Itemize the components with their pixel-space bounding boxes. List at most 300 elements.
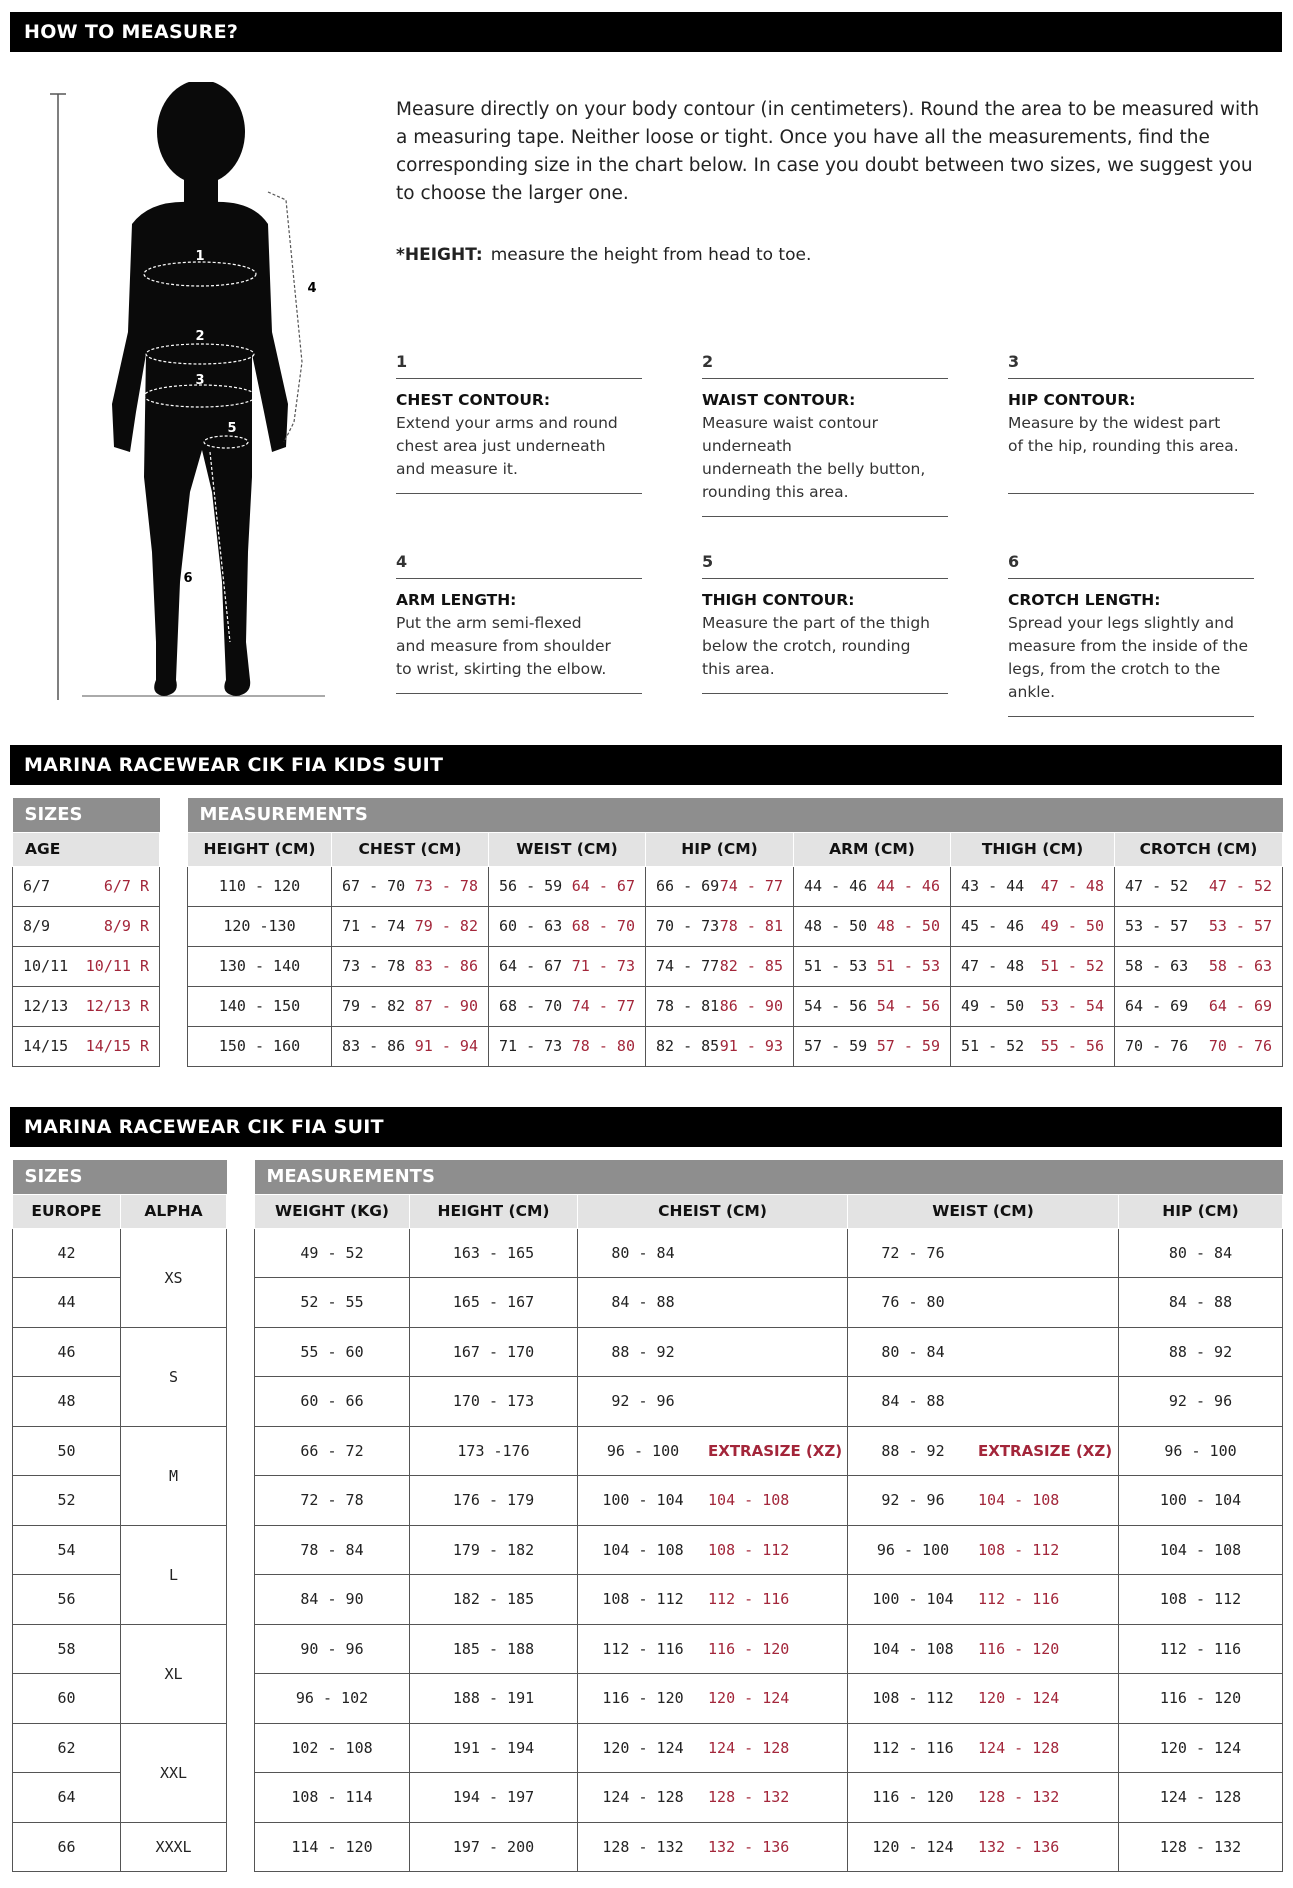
kids-size-table — [12, 798, 1283, 1067]
age-value: 14/15 — [23, 1037, 69, 1055]
thigh-r-value: 51 - 52 — [1040, 957, 1104, 975]
alpha-cell — [121, 1426, 227, 1525]
arm-r-value: 54 - 56 — [876, 997, 940, 1015]
measure-number: 5 — [702, 550, 948, 579]
weist-r-value: 108 - 112 — [978, 1540, 1060, 1559]
spacer-cell — [227, 1228, 255, 1278]
arm-cell — [794, 946, 951, 986]
europe-cell — [13, 1525, 121, 1575]
intro-paragraph: Measure directly on your body contour (in centimeters). Round the area to be measured with a measuring tape. Neither loose or tight. Once you have all the measurements, find the corresponding size in the chart below. In case you doubt between two sizes, we suggest you to choose the larger one. — [396, 99, 1260, 204]
hip-value: 100 - 104 — [1159, 1491, 1242, 1510]
weist-cell — [489, 866, 646, 906]
hip-cell — [646, 1026, 794, 1066]
hip-value: 92 - 96 — [1168, 1392, 1233, 1411]
measure-title: CROTCH LENGTH: — [1008, 591, 1161, 609]
crotch-cell — [1115, 866, 1283, 906]
weist-r-value: 120 - 124 — [978, 1689, 1060, 1708]
spacer-cell — [227, 1773, 255, 1823]
arm-cell — [794, 986, 951, 1026]
arm-cell — [794, 906, 951, 946]
hip-value: 74 - 77 — [656, 957, 720, 975]
crotch-cell — [1115, 946, 1283, 986]
thigh-r-value: 49 - 50 — [1040, 917, 1104, 935]
col-chest: CHEST (CM) — [332, 832, 489, 866]
alpha-value: XXXL — [155, 1837, 192, 1856]
weist-r-value: 68 - 70 — [571, 917, 635, 935]
chest-cell — [578, 1278, 848, 1328]
col-thigh: THIGH (CM) — [951, 832, 1115, 866]
col-hip: HIP (CM) — [646, 832, 794, 866]
height-cell — [410, 1575, 578, 1625]
weight-value: 84 - 90 — [300, 1590, 364, 1609]
alpha-value: XXL — [159, 1763, 188, 1782]
weist-cell — [848, 1723, 1119, 1773]
chest-cell — [578, 1476, 848, 1526]
weist-cell — [848, 1822, 1119, 1872]
spacer-cell — [227, 1723, 255, 1773]
hip-value: 120 - 124 — [1159, 1738, 1242, 1757]
chest-cell — [578, 1377, 848, 1427]
hip-cell — [1119, 1278, 1283, 1328]
height-value: 170 - 173 — [452, 1392, 535, 1411]
height-cell — [410, 1377, 578, 1427]
hip-cell — [1119, 1773, 1283, 1823]
spacer-cell — [160, 986, 188, 1026]
age-r-value: 12/13 R — [85, 997, 149, 1015]
europe-cell — [13, 1822, 121, 1872]
europe-cell — [13, 1228, 121, 1278]
age-cell — [13, 906, 160, 946]
weight-value: 114 - 120 — [291, 1837, 373, 1856]
hip-r-value: 91 - 93 — [719, 1037, 783, 1055]
height-cell — [410, 1723, 578, 1773]
weight-value: 60 - 66 — [300, 1392, 364, 1411]
weist-value: 88 - 92 — [881, 1441, 945, 1460]
chest-r-value: 128 - 132 — [708, 1788, 790, 1807]
chest-r-value: 116 - 120 — [708, 1639, 790, 1658]
age-value: 6/7 — [23, 877, 51, 895]
chest-cell — [578, 1822, 848, 1872]
height-value: 173 -176 — [457, 1441, 530, 1460]
weight-cell — [255, 1377, 410, 1427]
europe-value: 42 — [57, 1243, 76, 1262]
weist-value: 68 - 70 — [499, 997, 563, 1015]
table-row — [13, 1228, 1283, 1278]
thigh-cell — [951, 946, 1115, 986]
spacer-cell — [160, 946, 188, 986]
weist-cell — [848, 1476, 1119, 1526]
weight-cell — [255, 1476, 410, 1526]
thigh-r-value: 55 - 56 — [1040, 1037, 1104, 1055]
weight-value: 96 - 102 — [295, 1689, 369, 1708]
col-weight: WEIGHT (KG) — [255, 1194, 410, 1228]
spacer-cell — [227, 1377, 255, 1427]
figure-label-2: 2 — [195, 329, 205, 344]
chest-cell — [578, 1426, 848, 1476]
height-value: 120 -130 — [223, 917, 296, 935]
divider — [396, 493, 642, 494]
alpha-value: XL — [164, 1664, 183, 1683]
weight-value: 72 - 78 — [300, 1491, 364, 1510]
spacer-cell — [227, 1278, 255, 1328]
measurements-header: MEASUREMENTS — [188, 798, 1283, 832]
measure-card-crotch — [1008, 550, 1254, 717]
weist-value: 84 - 88 — [881, 1392, 945, 1411]
height-value: 140 - 150 — [218, 997, 301, 1015]
weist-cell — [848, 1327, 1119, 1377]
weist-value: 72 - 76 — [881, 1243, 945, 1262]
height-cell — [410, 1525, 578, 1575]
hip-value: 112 - 116 — [1159, 1639, 1242, 1658]
hip-r-value: 86 - 90 — [719, 997, 783, 1015]
chest-cell — [578, 1228, 848, 1278]
crotch-r-value: 64 - 69 — [1208, 997, 1273, 1015]
hip-r-value: 74 - 77 — [719, 877, 783, 895]
chest-value: 80 - 84 — [611, 1243, 675, 1262]
height-value: 179 - 182 — [452, 1540, 535, 1559]
table-row — [13, 946, 1283, 986]
crotch-value: 53 - 57 — [1125, 917, 1189, 935]
spacer-cell — [160, 1026, 188, 1066]
weist-cell — [848, 1525, 1119, 1575]
arm-value: 54 - 56 — [804, 997, 868, 1015]
hip-value: 88 - 92 — [1168, 1342, 1233, 1361]
height-value: 150 - 160 — [218, 1037, 301, 1055]
height-label: *HEIGHT: — [396, 245, 483, 265]
weight-cell — [255, 1723, 410, 1773]
crotch-value: 64 - 69 — [1125, 997, 1189, 1015]
weight-cell — [255, 1525, 410, 1575]
height-cell — [410, 1327, 578, 1377]
hip-value: 116 - 120 — [1159, 1689, 1242, 1708]
alpha-cell — [121, 1822, 227, 1872]
weist-r-value: 74 - 77 — [571, 997, 635, 1015]
chest-value: 100 - 104 — [602, 1491, 684, 1510]
chest-cell — [332, 986, 489, 1026]
hip-cell — [1119, 1723, 1283, 1773]
weist-value: 116 - 120 — [872, 1788, 954, 1807]
measure-number: 3 — [1008, 350, 1254, 379]
height-cell — [410, 1228, 578, 1278]
age-r-value: 14/15 R — [85, 1037, 149, 1055]
europe-cell — [13, 1327, 121, 1377]
age-cell — [13, 946, 160, 986]
measure-title: THIGH CONTOUR: — [702, 591, 855, 609]
hip-cell — [646, 986, 794, 1026]
arm-r-value: 51 - 53 — [876, 957, 940, 975]
weist-r-value: 104 - 108 — [978, 1491, 1060, 1510]
age-value: 12/13 — [23, 997, 69, 1015]
europe-value: 52 — [57, 1491, 76, 1510]
height-cell — [188, 906, 332, 946]
height-value: 191 - 194 — [452, 1738, 535, 1757]
weist-value: 96 - 100 — [876, 1540, 950, 1559]
arm-r-value: 44 - 46 — [876, 877, 940, 895]
chest-r-value: 83 - 86 — [414, 957, 478, 975]
divider — [702, 516, 948, 517]
height-value: 176 - 179 — [452, 1491, 535, 1510]
weist-value: 112 - 116 — [872, 1738, 954, 1757]
crotch-cell — [1115, 906, 1283, 946]
europe-value: 64 — [57, 1788, 76, 1807]
table-row — [13, 1624, 1283, 1674]
chest-value: 104 - 108 — [602, 1540, 684, 1559]
weist-cell — [848, 1624, 1119, 1674]
chest-value: 79 - 82 — [342, 997, 406, 1015]
alpha-cell — [121, 1624, 227, 1723]
hip-cell — [1119, 1525, 1283, 1575]
sizes-header: SIZES — [13, 798, 160, 832]
height-cell — [410, 1822, 578, 1872]
chest-cell — [578, 1723, 848, 1773]
weist-r-value: 128 - 132 — [978, 1788, 1060, 1807]
age-value: 10/11 — [23, 957, 69, 975]
spacer-cell — [227, 1426, 255, 1476]
col-cheist: CHEIST (CM) — [578, 1194, 848, 1228]
hip-cell — [1119, 1624, 1283, 1674]
measure-desc: Extend your arms and round chest area just underneath and measure it. — [396, 414, 618, 478]
spacer-cell — [227, 1327, 255, 1377]
measure-desc: Measure waist contour underneath underneath the belly button, rounding this area. — [702, 414, 926, 501]
arm-value: 57 - 59 — [804, 1037, 868, 1055]
weight-cell — [255, 1327, 410, 1377]
chest-cell — [578, 1674, 848, 1724]
age-value: 8/9 — [23, 917, 51, 935]
chest-cell — [578, 1773, 848, 1823]
europe-cell — [13, 1723, 121, 1773]
divider — [396, 693, 642, 694]
chest-value: 112 - 116 — [602, 1639, 684, 1658]
adult-size-table — [12, 1160, 1283, 1872]
weist-cell — [489, 906, 646, 946]
weight-cell — [255, 1773, 410, 1823]
weist-value: 80 - 84 — [881, 1342, 945, 1361]
chest-value: 73 - 78 — [342, 957, 406, 975]
table-row — [13, 1327, 1283, 1377]
hip-value: 80 - 84 — [1168, 1243, 1233, 1262]
measure-desc: Measure the part of the thigh below the crotch, rounding this area. — [702, 614, 930, 678]
divider — [1008, 716, 1254, 717]
europe-cell — [13, 1278, 121, 1328]
weist-cell — [848, 1426, 1119, 1476]
thigh-cell — [951, 906, 1115, 946]
thigh-cell — [951, 1026, 1115, 1066]
hip-cell — [1119, 1377, 1283, 1427]
height-value: 197 - 200 — [452, 1837, 535, 1856]
height-cell — [188, 946, 332, 986]
chest-value: 84 - 88 — [611, 1293, 675, 1312]
hip-value: 128 - 132 — [1159, 1837, 1242, 1856]
europe-cell — [13, 1426, 121, 1476]
weist-value: 71 - 73 — [499, 1037, 563, 1055]
crotch-r-value: 58 - 63 — [1208, 957, 1273, 975]
chest-r-value: 104 - 108 — [708, 1491, 790, 1510]
weist-r-value: 64 - 67 — [571, 877, 635, 895]
height-cell — [188, 986, 332, 1026]
europe-value: 58 — [57, 1639, 76, 1658]
arm-cell — [794, 866, 951, 906]
height-cell — [410, 1278, 578, 1328]
height-cell — [410, 1674, 578, 1724]
weist-value: 100 - 104 — [872, 1590, 954, 1609]
arm-value: 48 - 50 — [804, 917, 868, 935]
europe-value: 56 — [57, 1590, 76, 1609]
table-row — [13, 1026, 1283, 1066]
weist-value: 104 - 108 — [872, 1639, 954, 1658]
hip-value: 108 - 112 — [1159, 1590, 1242, 1609]
col-weist: WEIST (CM) — [848, 1194, 1119, 1228]
hip-cell — [1119, 1228, 1283, 1278]
chest-value: 92 - 96 — [611, 1392, 675, 1411]
hip-r-value: 78 - 81 — [719, 917, 783, 935]
weight-value: 90 - 96 — [300, 1639, 364, 1658]
hip-cell — [1119, 1575, 1283, 1625]
weist-r-value: 112 - 116 — [978, 1590, 1060, 1609]
weist-cell — [848, 1377, 1119, 1427]
spacer-cell — [227, 1624, 255, 1674]
arm-r-value: 57 - 59 — [876, 1037, 940, 1055]
spacer-cell — [227, 1822, 255, 1872]
measure-number: 1 — [396, 350, 642, 379]
col-crotch: CROTCH (CM) — [1115, 832, 1283, 866]
chest-r-value: 112 - 116 — [708, 1590, 790, 1609]
measure-card-thigh — [702, 550, 948, 694]
table-row — [13, 1822, 1283, 1872]
arm-r-value: 48 - 50 — [876, 917, 940, 935]
measure-desc: Put the arm semi-flexed and measure from shoulder to wrist, skirting the elbow. — [396, 614, 611, 678]
europe-value: 60 — [57, 1689, 76, 1708]
weist-value: 56 - 59 — [499, 877, 563, 895]
chest-r-value: 91 - 94 — [414, 1037, 478, 1055]
crotch-r-value: 70 - 76 — [1208, 1037, 1273, 1055]
thigh-value: 45 - 46 — [961, 917, 1025, 935]
height-value: 188 - 191 — [452, 1689, 535, 1708]
europe-value: 66 — [57, 1837, 76, 1856]
europe-cell — [13, 1674, 121, 1724]
thigh-cell — [951, 986, 1115, 1026]
thigh-value: 47 - 48 — [961, 957, 1025, 975]
chest-r-value: 108 - 112 — [708, 1540, 790, 1559]
chest-value: 116 - 120 — [602, 1689, 684, 1708]
chest-r-value: 132 - 136 — [708, 1837, 790, 1856]
chest-value: 83 - 86 — [342, 1037, 406, 1055]
chest-value: 128 - 132 — [602, 1837, 684, 1856]
height-cell — [188, 866, 332, 906]
thigh-value: 43 - 44 — [961, 877, 1025, 895]
weight-cell — [255, 1278, 410, 1328]
kids-suit-title: MARINA RACEWEAR CIK FIA KIDS SUIT — [10, 745, 1282, 785]
divider — [1008, 493, 1254, 494]
alpha-value: S — [168, 1367, 179, 1386]
spacer-cell — [227, 1525, 255, 1575]
chest-cell — [578, 1575, 848, 1625]
hip-value: 82 - 85 — [656, 1037, 720, 1055]
measure-desc: Spread your legs slightly and measure from the inside of the legs, from the crotch to the ankle. — [1008, 614, 1249, 701]
chest-cell — [578, 1624, 848, 1674]
europe-value: 48 — [57, 1392, 76, 1411]
age-cell — [13, 1026, 160, 1066]
weist-cell — [848, 1674, 1119, 1724]
weight-value: 108 - 114 — [291, 1788, 373, 1807]
spacer-cell — [227, 1476, 255, 1526]
col-alpha: ALPHA — [121, 1194, 227, 1228]
age-cell — [13, 866, 160, 906]
weight-cell — [255, 1228, 410, 1278]
weight-cell — [255, 1624, 410, 1674]
thigh-r-value: 47 - 48 — [1040, 877, 1104, 895]
hip-cell — [1119, 1327, 1283, 1377]
europe-value: 62 — [57, 1738, 76, 1757]
table-row — [13, 1723, 1283, 1773]
figure-label-1: 1 — [195, 249, 205, 264]
thigh-r-value: 53 - 54 — [1040, 997, 1104, 1015]
arm-value: 51 - 53 — [804, 957, 868, 975]
measure-title: ARM LENGTH: — [396, 591, 517, 609]
table-row — [13, 1525, 1283, 1575]
arm-value: 44 - 46 — [804, 877, 868, 895]
table-row — [13, 866, 1283, 906]
height-cell — [410, 1773, 578, 1823]
height-note — [396, 245, 811, 265]
hip-cell — [646, 866, 794, 906]
hip-value: 124 - 128 — [1159, 1788, 1242, 1807]
col-arm: ARM (CM) — [794, 832, 951, 866]
weist-value: 108 - 112 — [872, 1689, 954, 1708]
chest-cell — [332, 906, 489, 946]
arm-cell — [794, 1026, 951, 1066]
height-cell — [410, 1624, 578, 1674]
measure-card-waist — [702, 350, 948, 517]
alpha-cell — [121, 1228, 227, 1327]
chest-value: 67 - 70 — [342, 877, 406, 895]
col-weist: WEIST (CM) — [489, 832, 646, 866]
measurements-header: MEASUREMENTS — [255, 1160, 1283, 1194]
weist-cell — [489, 986, 646, 1026]
chest-value: 96 - 100 — [606, 1441, 680, 1460]
weight-value: 55 - 60 — [300, 1342, 364, 1361]
europe-value: 50 — [57, 1441, 76, 1460]
col-height: HEIGHT (CM) — [188, 832, 332, 866]
chest-r-value: 124 - 128 — [708, 1738, 790, 1757]
weist-r-value: 132 - 136 — [978, 1837, 1060, 1856]
weight-value: 102 - 108 — [291, 1738, 373, 1757]
hip-cell — [1119, 1476, 1283, 1526]
height-value: 167 - 170 — [452, 1342, 535, 1361]
hip-cell — [1119, 1674, 1283, 1724]
height-cell — [410, 1426, 578, 1476]
hip-value: 66 - 69 — [656, 877, 720, 895]
weight-value: 78 - 84 — [300, 1540, 364, 1559]
age-r-value: 8/9 R — [103, 917, 149, 935]
table-row — [13, 1426, 1283, 1476]
weight-value: 49 - 52 — [300, 1243, 364, 1262]
alpha-cell — [121, 1723, 227, 1822]
hip-cell — [646, 906, 794, 946]
weist-value: 64 - 67 — [499, 957, 563, 975]
measure-card-hip — [1008, 350, 1254, 494]
spacer-cell — [227, 1674, 255, 1724]
height-cell — [410, 1476, 578, 1526]
age-cell — [13, 986, 160, 1026]
chest-value: 108 - 112 — [602, 1590, 684, 1609]
weist-cell — [848, 1575, 1119, 1625]
crotch-cell — [1115, 1026, 1283, 1066]
weist-cell — [848, 1228, 1119, 1278]
crotch-value: 70 - 76 — [1125, 1037, 1189, 1055]
figure-label-3: 3 — [195, 373, 205, 388]
weist-value: 120 - 124 — [872, 1837, 954, 1856]
alpha-cell — [121, 1525, 227, 1624]
